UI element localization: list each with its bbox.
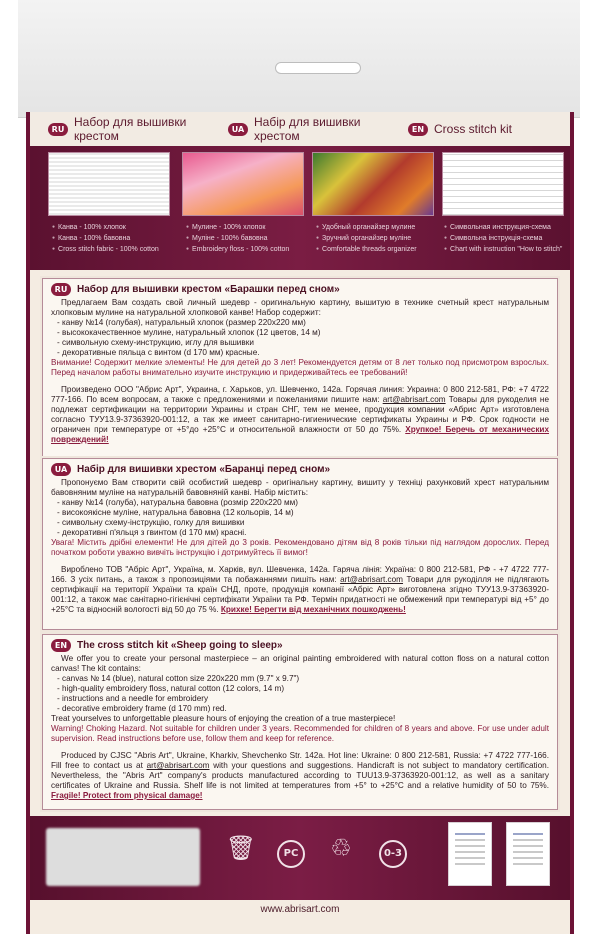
lang-title: Набор для вышивки крестом xyxy=(74,115,187,143)
kit-item: - decorative embroidery frame (d 170 mm) red. xyxy=(57,704,227,713)
warning-text: Внимание! Содержит мелкие элементы! Не для детей до 3 лет! Рекомендуется детям от 8 лет только под присмотром взрослых. Перед началом работы внимательно изучите инструкцию и придерживайтесь ее требований! xyxy=(51,358,549,377)
canvas-fabric-photo xyxy=(48,152,170,216)
lang-badge: UA xyxy=(228,123,248,136)
description-block-en xyxy=(42,634,558,810)
footer-band xyxy=(30,816,570,900)
chart-photo xyxy=(442,152,564,216)
recycle-icon: ♲ xyxy=(330,834,352,862)
description-block-ru xyxy=(42,278,558,474)
feature-item: ● Chart with instruction "How to stitch" xyxy=(444,244,574,255)
email-link[interactable]: art@abrisart.com xyxy=(340,575,404,584)
feature-list-organizer xyxy=(316,222,446,255)
kit-item: - символьную схему-инструкцию, иглу для вышивки xyxy=(57,338,254,347)
age-label: 0-3 xyxy=(379,840,407,868)
producer-text xyxy=(51,565,549,615)
feature-item: ● Символьная инструкция-схема xyxy=(444,222,574,233)
lang-badge: RU xyxy=(51,283,71,296)
kit-item: - декоративні п'яльця з гвинтом (d 170 мм) красні. xyxy=(57,528,247,537)
floss-photo xyxy=(182,152,304,216)
lang-header-ru xyxy=(30,115,210,143)
feature-item: ● Зручний органайзер мулiне xyxy=(316,233,446,244)
block-header xyxy=(51,463,549,476)
feature-item: ● Канва - 100% хлопок xyxy=(52,222,182,233)
producer-text-end: Товари для рукоділля не підлягають сертифікації на території України та країн СНД, проте, продукція компанії «Абріс Арт» виготовлена згідно ТУУ13.9-37363920-001:12, а також має санітарно-гігієнічні сертифікати України та РФ. Термін придатності не обмежений при температурі від +5° до +25°С та відносній вологості від 50 до 75 %. xyxy=(51,575,549,614)
organizer-photo xyxy=(312,152,434,216)
feature-item: ● Мулине - 100% хлопок xyxy=(186,222,316,233)
lang-header-en xyxy=(390,122,570,136)
feature-list-canvas xyxy=(52,222,182,255)
trash-bin-icon: 🗑 xyxy=(225,834,257,862)
lang-title: Набір для вишивки хрестом xyxy=(254,115,361,143)
intro-text: Пропонуємо Вам створити свій особистий шедевр - оригінальну картину, вишиту у техніці рахунковий хрест натуральним бавовняним мулiне на натуральній бавовняній канві. Набір містить: xyxy=(51,478,549,497)
lang-badge: UA xyxy=(51,463,71,476)
lang-header-ua xyxy=(210,115,390,143)
lang-badge: RU xyxy=(48,123,68,136)
feature-item: ● Cross stitch fabric - 100% cotton xyxy=(52,244,182,255)
block-title: The cross stitch kit «Sheep going to sleep» xyxy=(77,640,283,651)
producer-text-start: Произведено ООО "Абрис Арт", Украина, г. Харьков, ул. Шевченко, 142а. Горячая линия: Украина: 0 800 212-581, РФ: +7 4722 777-166. По всем вопросам, а также с предложениями и пожеланиями пишите нам: xyxy=(51,385,549,404)
hanger-strip xyxy=(18,0,580,118)
intro-text: Предлагаем Вам создать свой личный шедевр - оригинальную картину, вышитую в технике счетный крест натуральным хлопковым мулине на натуральной хлопковой канве! Набор содержит: xyxy=(51,298,549,317)
kit-item: - канву №14 (голубая), натуральный хлопок (размер 220х220 мм) xyxy=(57,318,306,327)
block-title: Набір для вишивки хрестом «Баранці перед сном» xyxy=(77,464,331,475)
email-link[interactable]: art@abrisart.com xyxy=(146,761,210,770)
lang-title: Cross stitch kit xyxy=(434,122,513,136)
fragile-warning: Крихке! Берегти від механічних пошкоджень! xyxy=(220,605,406,614)
warning-text: Увага! Містить дрібні елементи! Не для дітей до 3 років. Рекомендовано дітям від 8 років тільки під наглядом дорослих. Перед початком роботи уважно вивчіть інструкцію і дотримуйтесь її вимог! xyxy=(51,538,549,557)
block-title: Набор для вышивки крестом «Барашки перед сном» xyxy=(77,284,340,295)
fragile-warning: Хрупкое! Беречь от механических повреждений! xyxy=(51,425,550,444)
feature-item: ● Удобный органайзер мулине xyxy=(316,222,446,233)
certification-mark-icon: PC xyxy=(274,834,308,876)
fragile-warning: Fragile! Protect from physical damage! xyxy=(51,791,203,800)
kit-item: - high-quality embroidery floss, natural cotton (12 colors, 14 m) xyxy=(57,684,285,693)
producer-text xyxy=(51,385,549,445)
warning-text: Warning! Choking Hazard. Not suitable for children under 3 years. Recommended for children of 8 years and above. For use under adult supervision. Read instructions before use, follow them and keep for reference. xyxy=(51,724,549,743)
lang-badge: EN xyxy=(408,123,428,136)
feature-item: ● Comfortable threads organizer xyxy=(316,244,446,255)
kit-item: - высококачественное мулине, натуральный хлопок (12 цветов, 14 м) xyxy=(57,328,321,337)
block-header xyxy=(51,639,549,652)
producer-text-start: Виробленo ТОВ "Абріс Арт", Україна, м. Харків, вул. Шевченка, 142а. Гаряча лінія: Україна: 0 800 212-581, РФ - +7 4722 777-166. З усіх питань, а також з пропозиціями та побажаннями пишіть нам: xyxy=(51,565,549,584)
producer-text xyxy=(51,751,549,801)
kit-item: - високоякісне мулiне, натуральна бавовна (12 кольорів, 14 м) xyxy=(57,508,294,517)
producer-text-end: Товары для рукоделия не подлежат сертификации на территории Украины и стран СНГ, тем не менее, продукция компании «Абрис Арт» изготовлена согласно ТУУ13.9-37363920-001:12, а так же имеет санитарно-гигиенические сертификаты Украины и РФ. Срок годности не ограничен при температуре от +5°до +25°С и относительной влажности от 50 до 75%. xyxy=(51,395,549,434)
hang-hole xyxy=(275,62,361,74)
certificate-image xyxy=(506,822,550,886)
card-body xyxy=(26,112,574,934)
website-url[interactable]: www.abrisart.com xyxy=(260,904,340,915)
feature-list-chart xyxy=(444,222,574,255)
feature-item: ● Канва - 100% бавовна xyxy=(52,233,182,244)
email-link[interactable]: art@abrisart.com xyxy=(382,395,446,404)
producer-text-end: with your questions and suggestions. Handicraft is not subject to mandatory certification. Nevertheless, the "Abris Art" company's products manufactured according to TUU13.9-37363920-001:12, as well as a sanitary certificates of Ukraine and Russia. Shelf life is not limited at temperatures from +5° to +25°C and a relative humidity of 50 to 75%. xyxy=(51,761,549,790)
feature-item: ● Символьна інструкція-схема xyxy=(444,233,574,244)
kit-item: - instructions and a needle for embroidery xyxy=(57,694,209,703)
kit-item: - канву №14 (голуба), натуральна бавовна (розмір 220х220 мм) xyxy=(57,498,298,507)
description-block-ua xyxy=(42,458,558,630)
barcode-area-blurred xyxy=(46,828,200,886)
lang-badge: EN xyxy=(51,639,71,652)
feature-photo-band xyxy=(30,146,570,270)
kit-item: - декоративные пяльца с винтом (d 170 мм) красные. xyxy=(57,348,260,357)
closing-text: Treat yourselves to unforgettable pleasure hours of enjoying the creation of a true masterpiece! xyxy=(51,714,396,723)
feature-item: ● Embroidery floss - 100% cotton xyxy=(186,244,316,255)
intro-text: We offer you to create your personal masterpiece – an original painting embroidered with natural cotton floss on a natural cotton canvas! The kit contains: xyxy=(51,654,549,673)
kit-item: - символьну схему-інструкцію, голку для вишивки xyxy=(57,518,245,527)
feature-item: ● Мулiне - 100% бавовна xyxy=(186,233,316,244)
age-restriction-icon xyxy=(376,834,410,876)
certificate-image xyxy=(448,822,492,886)
kit-item: - canvas № 14 (blue), natural cotton size 220x220 mm (9.7" x 9.7") xyxy=(57,674,300,683)
language-header-bar xyxy=(30,112,570,146)
block-header xyxy=(51,283,549,296)
feature-list-floss xyxy=(186,222,316,255)
producer-text-start: Produced by CJSC "Abris Art", Ukraine, Kharkiv, Shevchenko Str. 142a. Hot line: Ukraine: 0 800 212-581, Russia: +7 4722 777-166. Fill free to contact us at xyxy=(51,751,549,770)
